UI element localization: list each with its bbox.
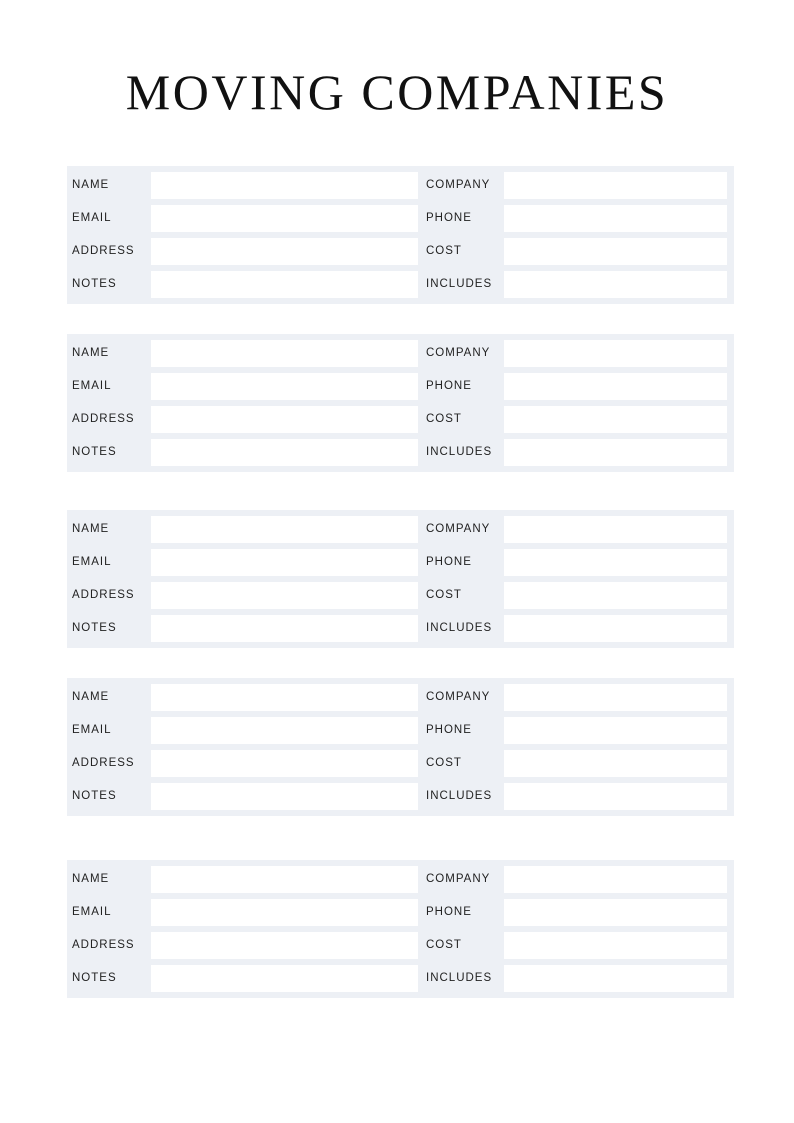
notes-field[interactable]: [151, 965, 418, 992]
entry-row-name-company: [67, 340, 734, 367]
phone-field[interactable]: [504, 373, 727, 400]
entry-row-notes-includes: [67, 783, 734, 810]
name-label: NAME: [72, 347, 110, 359]
phone-label: PHONE: [426, 906, 472, 918]
phone-field[interactable]: [504, 549, 727, 576]
includes-label: INCLUDES: [426, 622, 493, 634]
includes-label: INCLUDES: [426, 278, 493, 290]
entry-row-email-phone: [67, 373, 734, 400]
company-entry-5: [67, 860, 734, 998]
notes-label: NOTES: [72, 446, 117, 458]
entry-row-name-company: [67, 684, 734, 711]
company-label: COMPANY: [426, 347, 491, 359]
entry-row-name-company: [67, 172, 734, 199]
notes-field[interactable]: [151, 783, 418, 810]
includes-label: INCLUDES: [426, 972, 493, 984]
company-label: COMPANY: [426, 873, 491, 885]
cost-field[interactable]: [504, 238, 727, 265]
name-field[interactable]: [151, 340, 418, 367]
phone-field[interactable]: [504, 717, 727, 744]
cost-label: COST: [426, 413, 462, 425]
phone-label: PHONE: [426, 724, 472, 736]
address-label: ADDRESS: [72, 589, 135, 601]
address-field[interactable]: [151, 238, 418, 265]
company-label: COMPANY: [426, 523, 491, 535]
name-label: NAME: [72, 179, 110, 191]
phone-label: PHONE: [426, 212, 472, 224]
address-field[interactable]: [151, 406, 418, 433]
email-field[interactable]: [151, 899, 418, 926]
name-label: NAME: [72, 523, 110, 535]
cost-field[interactable]: [504, 582, 727, 609]
entry-row-email-phone: [67, 717, 734, 744]
name-field[interactable]: [151, 516, 418, 543]
email-label: EMAIL: [72, 906, 112, 918]
company-field[interactable]: [504, 516, 727, 543]
address-label: ADDRESS: [72, 757, 135, 769]
company-entry-1: [67, 166, 734, 304]
includes-label: INCLUDES: [426, 790, 493, 802]
includes-field[interactable]: [504, 615, 727, 642]
cost-label: COST: [426, 589, 462, 601]
email-field[interactable]: [151, 205, 418, 232]
email-field[interactable]: [151, 717, 418, 744]
address-field[interactable]: [151, 750, 418, 777]
notes-label: NOTES: [72, 622, 117, 634]
company-field[interactable]: [504, 684, 727, 711]
name-field[interactable]: [151, 684, 418, 711]
phone-label: PHONE: [426, 556, 472, 568]
notes-label: NOTES: [72, 278, 117, 290]
address-label: ADDRESS: [72, 939, 135, 951]
company-entry-2: [67, 334, 734, 472]
email-label: EMAIL: [72, 380, 112, 392]
includes-field[interactable]: [504, 965, 727, 992]
entry-row-address-cost: [67, 582, 734, 609]
entry-row-email-phone: [67, 205, 734, 232]
company-entry-4: [67, 678, 734, 816]
entry-row-address-cost: [67, 406, 734, 433]
phone-field[interactable]: [504, 205, 727, 232]
name-field[interactable]: [151, 866, 418, 893]
includes-field[interactable]: [504, 271, 727, 298]
notes-field[interactable]: [151, 439, 418, 466]
email-label: EMAIL: [72, 212, 112, 224]
company-label: COMPANY: [426, 691, 491, 703]
address-label: ADDRESS: [72, 245, 135, 257]
entry-row-name-company: [67, 866, 734, 893]
cost-field[interactable]: [504, 932, 727, 959]
cost-label: COST: [426, 757, 462, 769]
name-label: NAME: [72, 691, 110, 703]
email-field[interactable]: [151, 549, 418, 576]
company-field[interactable]: [504, 340, 727, 367]
entry-row-notes-includes: [67, 439, 734, 466]
company-field[interactable]: [504, 866, 727, 893]
address-field[interactable]: [151, 582, 418, 609]
company-entry-3: [67, 510, 734, 648]
email-field[interactable]: [151, 373, 418, 400]
entry-row-notes-includes: [67, 615, 734, 642]
name-field[interactable]: [151, 172, 418, 199]
address-field[interactable]: [151, 932, 418, 959]
email-label: EMAIL: [72, 724, 112, 736]
includes-field[interactable]: [504, 439, 727, 466]
notes-field[interactable]: [151, 615, 418, 642]
cost-label: COST: [426, 939, 462, 951]
name-label: NAME: [72, 873, 110, 885]
company-label: COMPANY: [426, 179, 491, 191]
page-title: MOVING COMPANIES: [125, 64, 669, 120]
cost-field[interactable]: [504, 406, 727, 433]
entry-row-notes-includes: [67, 271, 734, 298]
notes-field[interactable]: [151, 271, 418, 298]
phone-field[interactable]: [504, 899, 727, 926]
address-label: ADDRESS: [72, 413, 135, 425]
includes-label: INCLUDES: [426, 446, 493, 458]
company-field[interactable]: [504, 172, 727, 199]
email-label: EMAIL: [72, 556, 112, 568]
notes-label: NOTES: [72, 790, 117, 802]
phone-label: PHONE: [426, 380, 472, 392]
includes-field[interactable]: [504, 783, 727, 810]
entry-row-address-cost: [67, 238, 734, 265]
entry-row-email-phone: [67, 899, 734, 926]
entry-row-name-company: [67, 516, 734, 543]
cost-label: COST: [426, 245, 462, 257]
entry-row-email-phone: [67, 549, 734, 576]
entry-row-address-cost: [67, 750, 734, 777]
notes-label: NOTES: [72, 972, 117, 984]
cost-field[interactable]: [504, 750, 727, 777]
entry-row-notes-includes: [67, 965, 734, 992]
entry-row-address-cost: [67, 932, 734, 959]
